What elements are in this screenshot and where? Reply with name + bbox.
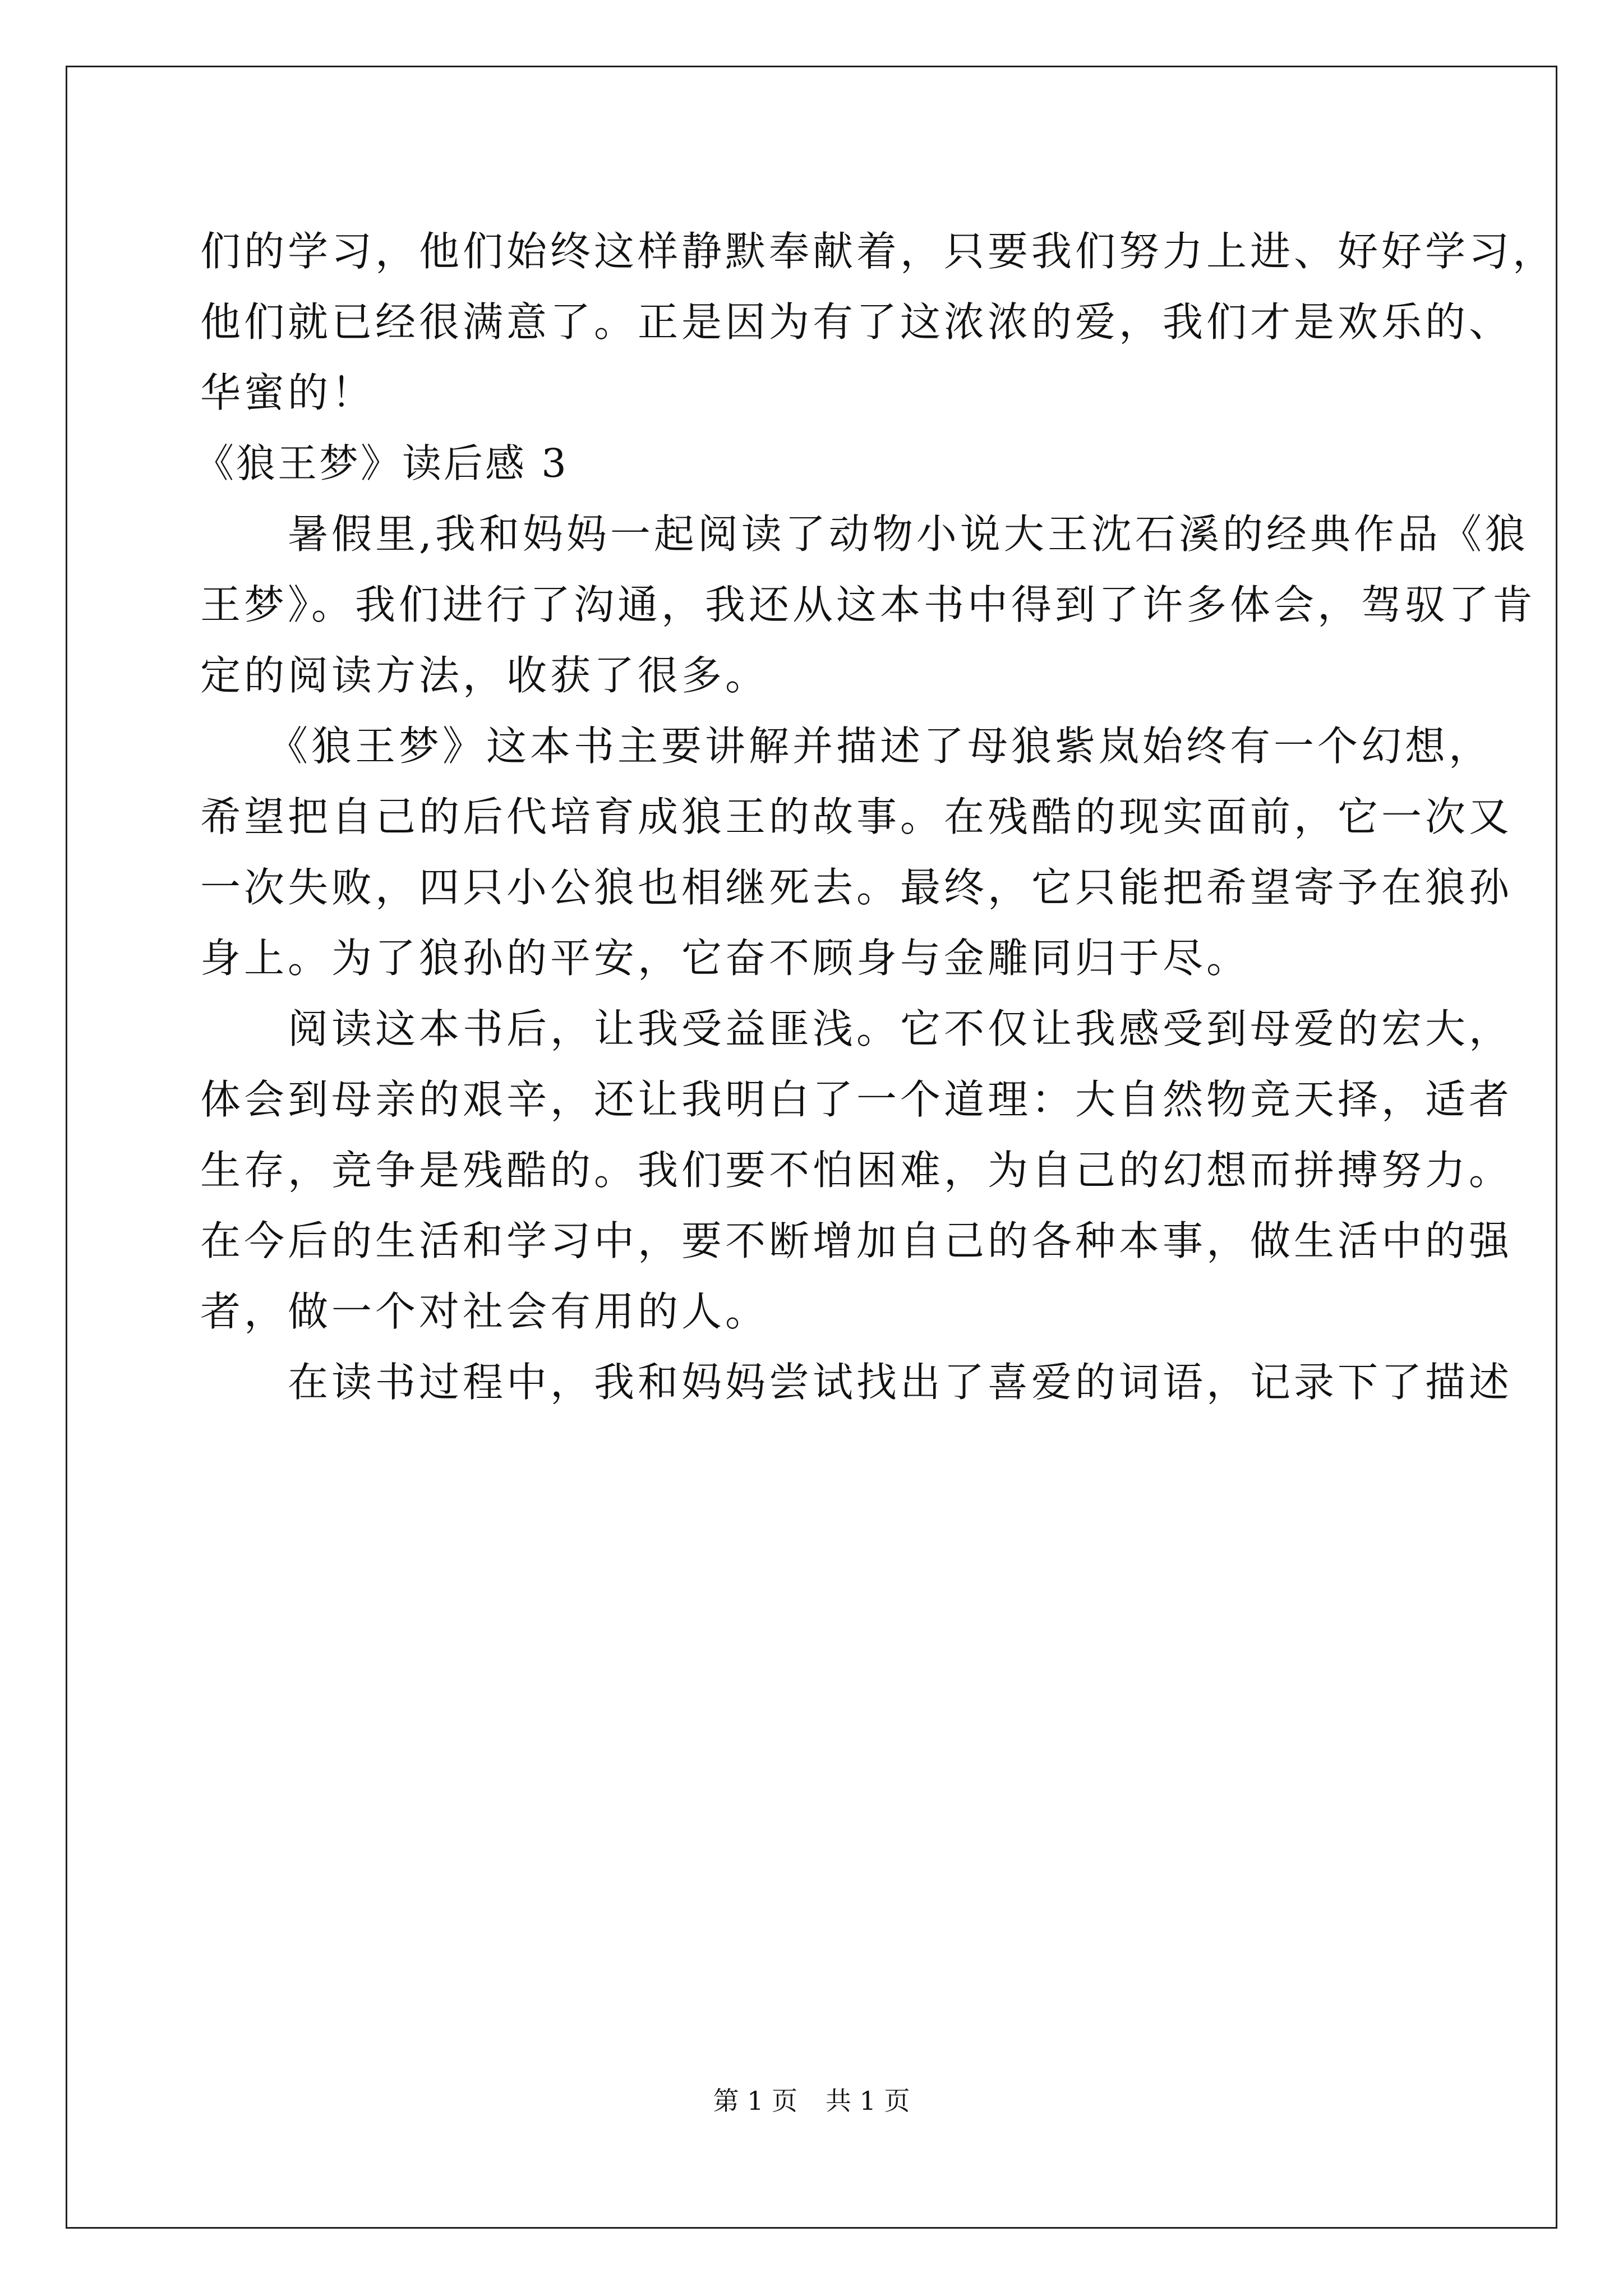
paragraph bbox=[200, 499, 1537, 711]
page-total: 共 1 页 bbox=[826, 2086, 910, 2116]
text-line: 定的阅读方法，收获了很多。 bbox=[200, 652, 769, 699]
page-footer bbox=[0, 2084, 1623, 2118]
text-line: 《狼王梦》这本书主要讲解并描述了母狼紫岚始终有一个幻想， bbox=[200, 723, 1493, 770]
paragraph bbox=[200, 711, 1513, 993]
paragraph bbox=[200, 993, 1513, 1347]
text-line: 在读书过程中，我和妈妈尝试找出了喜爱的词语，记录下了描述 bbox=[200, 1359, 1513, 1406]
text-line: 他们就已经很满意了。正是因为有了这浓浓的爱，我们才是欢乐的、 bbox=[200, 298, 1513, 346]
paragraph bbox=[200, 1347, 1513, 1418]
text-line: 阅读这本书后，让我受益匪浅。它不仅让我感受到母爱的宏大， bbox=[200, 1005, 1513, 1052]
text-line: 们的学习，他们始终这样静默奉献着，只要我们努力上进、好好学习， bbox=[200, 228, 1557, 275]
text-line: 体会到母亲的艰辛，还让我明白了一个道理：大自然物竞天择，适者 bbox=[200, 1076, 1513, 1123]
text-line: 华蜜的！ bbox=[200, 369, 376, 416]
text-line: 希望把自己的后代培育成狼王的故事。在残酷的现实面前，它一次又 bbox=[200, 793, 1513, 840]
text-line: 生存，竞争是残酷的。我们要不怕困难，为自己的幻想而拼搏努力。 bbox=[200, 1147, 1513, 1194]
text-line: 身上。为了狼孙的平安，它奋不顾身与金雕同归于尽。 bbox=[200, 935, 1251, 982]
text-line: 一次失败，四只小公狼也相继死去。最终，它只能把希望寄予在狼孙 bbox=[200, 864, 1513, 911]
document-body bbox=[195, 216, 1557, 1418]
text-line: 暑假里,我和妈妈一起阅读了动物小说大王沈石溪的经典作品《狼 bbox=[200, 510, 1529, 558]
section-heading: 《狼王梦》读后感 3 bbox=[195, 440, 569, 486]
text-line: 者，做一个对社会有用的人。 bbox=[200, 1288, 769, 1335]
text-line: 在今后的生活和学习中，要不断增加自己的各种本事，做生活中的强 bbox=[200, 1217, 1513, 1264]
page-number: 第 1 页 bbox=[713, 2086, 797, 2116]
text-line: 王梦》。我们进行了沟通，我还从这本书中得到了许多体会，驾驭了肯 bbox=[200, 581, 1537, 628]
